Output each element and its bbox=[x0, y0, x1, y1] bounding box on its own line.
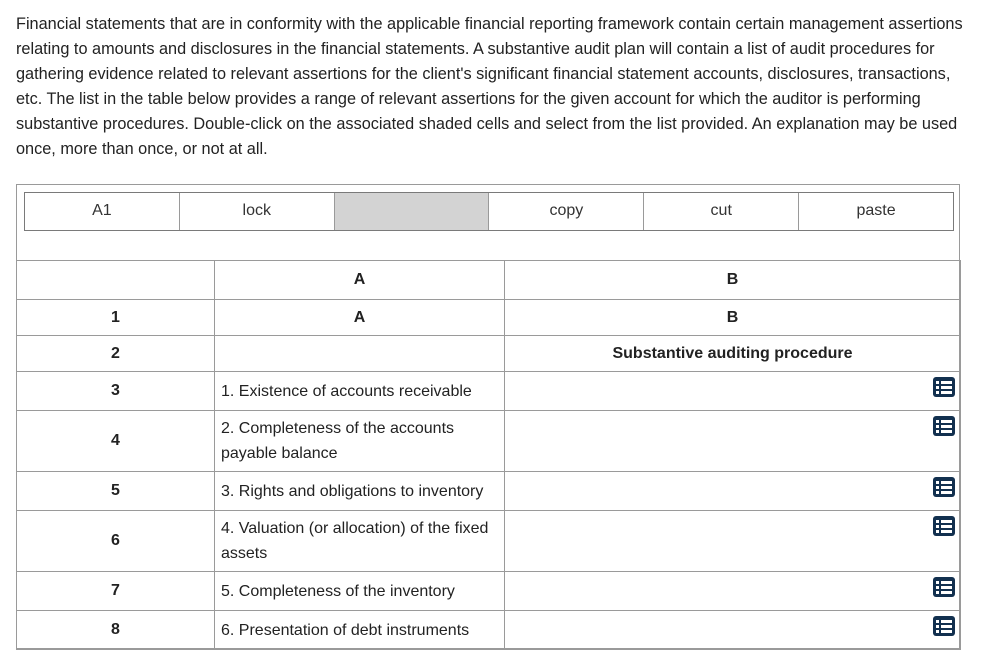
row-number: 4 bbox=[17, 411, 215, 472]
column-header-a[interactable]: A bbox=[215, 261, 505, 300]
cell-a1[interactable]: A bbox=[215, 300, 505, 336]
procedure-dropdown-cell[interactable] bbox=[505, 572, 961, 611]
copy-button[interactable]: copy bbox=[489, 193, 644, 230]
row-number: 6 bbox=[17, 511, 215, 572]
table-row bbox=[17, 611, 961, 650]
formula-input[interactable] bbox=[335, 193, 490, 230]
spreadsheet-grid bbox=[16, 260, 961, 650]
table-row bbox=[17, 472, 961, 511]
row-number: 3 bbox=[17, 372, 215, 411]
assertion-cell: 6. Presentation of debt instruments bbox=[215, 611, 505, 650]
table-row bbox=[17, 336, 961, 372]
table-row bbox=[17, 572, 961, 611]
list-icon[interactable] bbox=[933, 516, 955, 536]
table-row bbox=[17, 511, 961, 572]
paste-button[interactable]: paste bbox=[856, 201, 896, 219]
lock-button[interactable]: lock bbox=[180, 193, 335, 230]
row-number: 2 bbox=[17, 336, 215, 372]
spreadsheet-widget bbox=[16, 184, 960, 649]
row-number: 1 bbox=[17, 300, 215, 336]
cell-a2[interactable] bbox=[215, 336, 505, 372]
cell-reference: A1 bbox=[25, 193, 180, 230]
procedure-dropdown-cell[interactable] bbox=[505, 372, 961, 411]
cell-b2[interactable]: Substantive auditing procedure bbox=[505, 336, 961, 372]
procedure-dropdown-cell[interactable] bbox=[505, 511, 961, 572]
row-number: 8 bbox=[17, 611, 215, 650]
assertion-cell: 5. Completeness of the inventory bbox=[215, 572, 505, 611]
spreadsheet-toolbar bbox=[24, 192, 954, 231]
assertion-cell: 2. Completeness of the accounts payable balance bbox=[215, 411, 505, 472]
assertion-cell: 4. Valuation (or allocation) of the fixed assets bbox=[215, 511, 505, 572]
instructions-text: Financial statements that are in conformity with the applicable financial reporting framework contain certain management assertions relating to amounts and disclosures in the financial statements. A substantive audit plan will contain a list of audit procedures for gathering evidence related to relevant assertions for the client's significant financial statement accounts, disclosures, transactions, etc. The list in the table below provides a range of relevant assertions for the given account for which the auditor is performing substantive procedures. Double-click on the associated shaded cells and select from the list provided. An explanation may be used once, more than once, or not at all. bbox=[16, 15, 963, 158]
cut-button[interactable]: cut bbox=[644, 193, 799, 230]
procedure-dropdown-cell[interactable] bbox=[505, 472, 961, 511]
cell-b1[interactable]: B bbox=[505, 300, 961, 336]
assertion-cell: 3. Rights and obligations to inventory bbox=[215, 472, 505, 511]
list-icon[interactable] bbox=[933, 616, 955, 636]
column-header-row bbox=[17, 261, 961, 300]
list-icon[interactable] bbox=[933, 577, 955, 597]
table-row bbox=[17, 372, 961, 411]
column-header-b[interactable]: B bbox=[505, 261, 961, 300]
table-row bbox=[17, 300, 961, 336]
list-icon[interactable] bbox=[933, 416, 955, 436]
procedure-dropdown-cell[interactable] bbox=[505, 411, 961, 472]
corner-cell bbox=[17, 261, 215, 300]
list-icon[interactable] bbox=[933, 377, 955, 397]
procedure-dropdown-cell[interactable] bbox=[505, 611, 961, 650]
list-icon[interactable] bbox=[933, 477, 955, 497]
row-number: 7 bbox=[17, 572, 215, 611]
table-row bbox=[17, 411, 961, 472]
assertion-cell: 1. Existence of accounts receivable bbox=[215, 372, 505, 411]
row-number: 5 bbox=[17, 472, 215, 511]
